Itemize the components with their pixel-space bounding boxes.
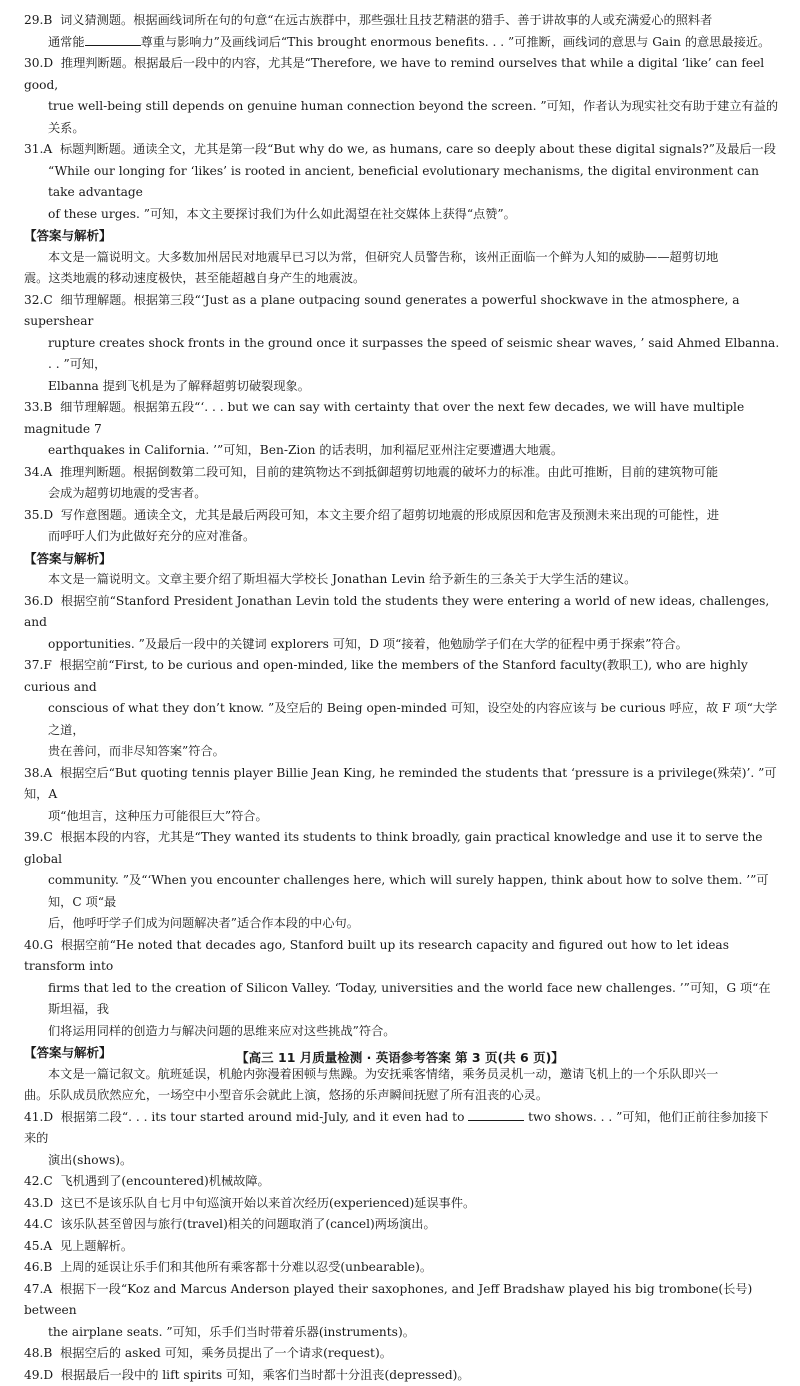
answer-item-38: [24, 763, 780, 828]
explanation-line: 根据第二段“. . . its tour started around mid-July, and it even had to: [61, 1110, 465, 1124]
explanation-line: 见上题解析。: [60, 1239, 133, 1253]
item-number: 42.C: [24, 1174, 53, 1188]
explanation-line: 根据本段的内容，尤其是“They wanted its students to think broadly, gain practical knowledge and use it to serve the global: [24, 830, 763, 866]
answer-item-47: [24, 1279, 780, 1344]
passage-summary: 本文是一篇说明文。文章主要介绍了斯坦福大学校长 Jonathan Levin 给予新生的三条关于大学生活的建议。: [24, 569, 780, 591]
explanation-line: 们将运用同样的创造力与解决问题的思维来应对这些挑战”符合。: [24, 1021, 780, 1043]
explanation-line: 贵在善问，而非尽知答案”符合。: [24, 741, 780, 763]
item-number: 33.B: [24, 400, 52, 414]
explanation-line: 根据空前“He noted that decades ago, Stanford built up its research capacity and figured out how to let ideas transform into: [24, 938, 729, 974]
item-number: 37.F: [24, 658, 52, 672]
explanation-line: opportunities. ”及最后一段中的关键词 explorers 可知，D 项“接着，他勉励学子们在大学的征程中勇于探索”符合。: [24, 634, 780, 656]
explanation-line: 细节理解题。根据第五段“‘. . . but we can say with certainty that over the next few decades, we will have multiple magnitude 7: [24, 400, 744, 436]
explanation-line: rupture creates shock fronts in the ground once it surpasses the speed of seismic shear waves, ’ said Ahmed Elbanna. . . ”可知，: [24, 333, 780, 376]
explanation-line: 该乐队甚至曾因与旅行(travel)相关的问题取消了(cancel)两场演出。: [60, 1217, 435, 1231]
explanation-line: 飞机遇到了(encountered)机械故障。: [60, 1174, 269, 1188]
answer-item-31: [24, 139, 780, 225]
explanation-line: 尊重与影响力”及画线词后“This brought enormous benefits. . . ”可推断，画线词的意思与 Gain 的意思最接近。: [141, 35, 771, 49]
answer-item-41: [24, 1107, 780, 1172]
passage-summary: 震。这类地震的移动速度极快，甚至能超越自身产生的地震波。: [24, 268, 780, 290]
answer-item-46: [24, 1257, 780, 1279]
explanation-line: 后，他呼吁学子们成为问题解决者”适合作本段的中心句。: [24, 913, 780, 935]
item-number: 30.D: [24, 56, 53, 70]
explanation-line: 这已不是该乐队自七月中旬巡演开始以来首次经历(experienced)延误事件。: [61, 1196, 475, 1210]
answer-item-36: [24, 591, 780, 656]
answer-item-43: [24, 1193, 780, 1215]
item-number: 29.B: [24, 13, 52, 27]
item-number: 40.G: [24, 938, 53, 952]
answer-item-45: [24, 1236, 780, 1258]
explanation-line: 演出(shows)。: [24, 1150, 780, 1172]
explanation-line: 细节理解题。根据第三段“‘Just as a plane outpacing sound generates a powerful shockwave in the atmosphere, a supershear: [24, 293, 740, 329]
answer-item-48: [24, 1343, 780, 1365]
explanation-line: 会成为超剪切地震的受害者。: [24, 483, 780, 505]
explanation-line: 通常能: [48, 35, 85, 49]
explanation-line: 推理判断题。根据倒数第二段可知，目前的建筑物达不到抵御超剪切地震的破坏力的标准。由此可推断，目前的建筑物可能: [60, 465, 718, 479]
item-number: 43.D: [24, 1196, 53, 1210]
answer-item-44: [24, 1214, 780, 1236]
item-number: 49.D: [24, 1368, 53, 1382]
explanation-line: 上周的延误让乐手们和其他所有乘客都十分难以忍受(unbearable)。: [60, 1260, 432, 1274]
explanation-line: community. ”及“‘When you encounter challenges here, which will surely happen, think about how to solve them. ’”可知，C 项“最: [24, 870, 780, 913]
item-number: 41.D: [24, 1110, 53, 1124]
explanation-line: “While our longing for ‘likes’ is rooted in ancient, beneficial evolutionary mechanisms, the digital environment can take advantage: [24, 161, 780, 204]
explanation-line: Elbanna 提到飞机是为了解释超剪切破裂现象。: [24, 376, 780, 398]
section-heading: 【答案与解析】: [24, 548, 780, 570]
explanation-line: of these urges. ”可知，本文主要探讨我们为什么如此渴望在社交媒体上获得“点赞”。: [24, 204, 780, 226]
explanation-line: true well-being still depends on genuine human connection beyond the screen. ”可知，作者认为现实社交有助于建立有益的关系。: [24, 96, 780, 139]
item-number: 34.A: [24, 465, 52, 479]
explanation-line: earthquakes in California. ’”可知，Ben-Zion 的话表明，加利福尼亚州注定要遭遇大地震。: [24, 440, 780, 462]
item-number: 47.A: [24, 1282, 52, 1296]
explanation-line: 词义猜测题。根据画线词所在句的句意“在远古族群中，那些强壮且技艺精湛的猎手、善于讲故事的人或充满爱心的照料者: [60, 13, 712, 27]
explanation-line: firms that led to the creation of Silicon Valley. ‘Today, universities and the world face new challenges. ’”可知，G 项“在斯坦福，我: [24, 978, 780, 1021]
item-number: 39.C: [24, 830, 53, 844]
answer-item-42: [24, 1171, 780, 1193]
item-number: 32.C: [24, 293, 53, 307]
answer-item-40: [24, 935, 780, 1043]
fill-blank: [468, 1108, 524, 1121]
explanation-line: 标题判断题。通读全文，尤其是第一段“But why do we, as humans, care so deeply about these digital signals?”及最后一段: [60, 142, 776, 156]
passage-summary: 本文是一篇记叙文。航班延误，机舱内弥漫着困顿与焦躁。为安抚乘客情绪，乘务员灵机一动，邀请飞机上的一个乐队即兴一: [24, 1064, 780, 1086]
section-heading: 【答案与解析】: [24, 225, 780, 247]
answer-item-32: [24, 290, 780, 398]
answer-item-34: [24, 462, 780, 505]
answer-item-37: [24, 655, 780, 763]
item-number: 46.B: [24, 1260, 52, 1274]
answer-item-39: [24, 827, 780, 935]
answer-item-30: [24, 53, 780, 139]
explanation-line: two shows. . . ”可知，他们正前往参加接下来的: [24, 1110, 769, 1146]
page-footer: 【高三 11 月质量检测 · 英语参考答案 第 3 页(共 6 页)】: [0, 1048, 800, 1066]
answer-item-29: [24, 10, 780, 53]
explanation-line: 写作意图题。通读全文，尤其是最后两段可知，本文主要介绍了超剪切地震的形成原因和危害及预测未来出现的可能性，进: [61, 508, 719, 522]
passage-summary: 本文是一篇说明文。大多数加州居民对地震早已习以为常，但研究人员警告称，该州正面临一个鲜为人知的威胁——超剪切地: [24, 247, 780, 269]
explanation-line: 根据空后的 asked 可知，乘务员提出了一个请求(request)。: [60, 1346, 392, 1360]
answer-item-49: [24, 1365, 780, 1386]
explanation-line: 根据空前“First, to be curious and open-minded, like the members of the Stanford faculty(教职工), who are highly curious and: [24, 658, 748, 694]
explanation-line: 根据空后“But quoting tennis player Billie Jean King, he reminded the students that ‘pressure is a privilege(殊荣)’. ”可知，A: [24, 766, 777, 802]
explanation-line: 根据最后一段中的 lift spirits 可知，乘客们当时都十分沮丧(depressed)。: [61, 1368, 470, 1382]
item-number: 45.A: [24, 1239, 52, 1253]
item-number: 35.D: [24, 508, 53, 522]
item-number: 36.D: [24, 594, 53, 608]
passage-summary: 曲。乐队成员欣然应允，一场空中小型音乐会就此上演，悠扬的乐声瞬间抚慰了所有沮丧的心灵。: [24, 1085, 780, 1107]
answer-item-35: [24, 505, 780, 548]
answer-item-33: [24, 397, 780, 462]
explanation-line: 而呼吁人们为此做好充分的应对准备。: [24, 526, 780, 548]
item-number: 38.A: [24, 766, 52, 780]
section-heading: 【答案与解析】: [24, 1042, 780, 1064]
answer-page: [24, 10, 780, 1386]
explanation-line: 项“他坦言，这种压力可能很巨大”符合。: [24, 806, 780, 828]
item-number: 44.C: [24, 1217, 53, 1231]
item-number: 31.A: [24, 142, 52, 156]
item-number: 48.B: [24, 1346, 52, 1360]
explanation-line: 推理判断题。根据最后一段中的内容，尤其是“Therefore, we have to remind ourselves that while a digital ‘like’ can feel good,: [24, 56, 764, 92]
fill-blank: [85, 33, 141, 46]
explanation-line: 根据下一段“Koz and Marcus Anderson played their saxophones, and Jeff Bradshaw played his big trombone(长号) between: [24, 1282, 752, 1318]
explanation-line: 根据空前“Stanford President Jonathan Levin told the students they were entering a world of new ideas, challenges, and: [24, 594, 769, 630]
explanation-line: the airplane seats. ”可知，乐手们当时带着乐器(instruments)。: [24, 1322, 780, 1344]
explanation-line: conscious of what they don’t know. ”及空后的 Being open-minded 可知，设空处的内容应该与 be curious 呼应，故 F 项“大学之道，: [24, 698, 780, 741]
